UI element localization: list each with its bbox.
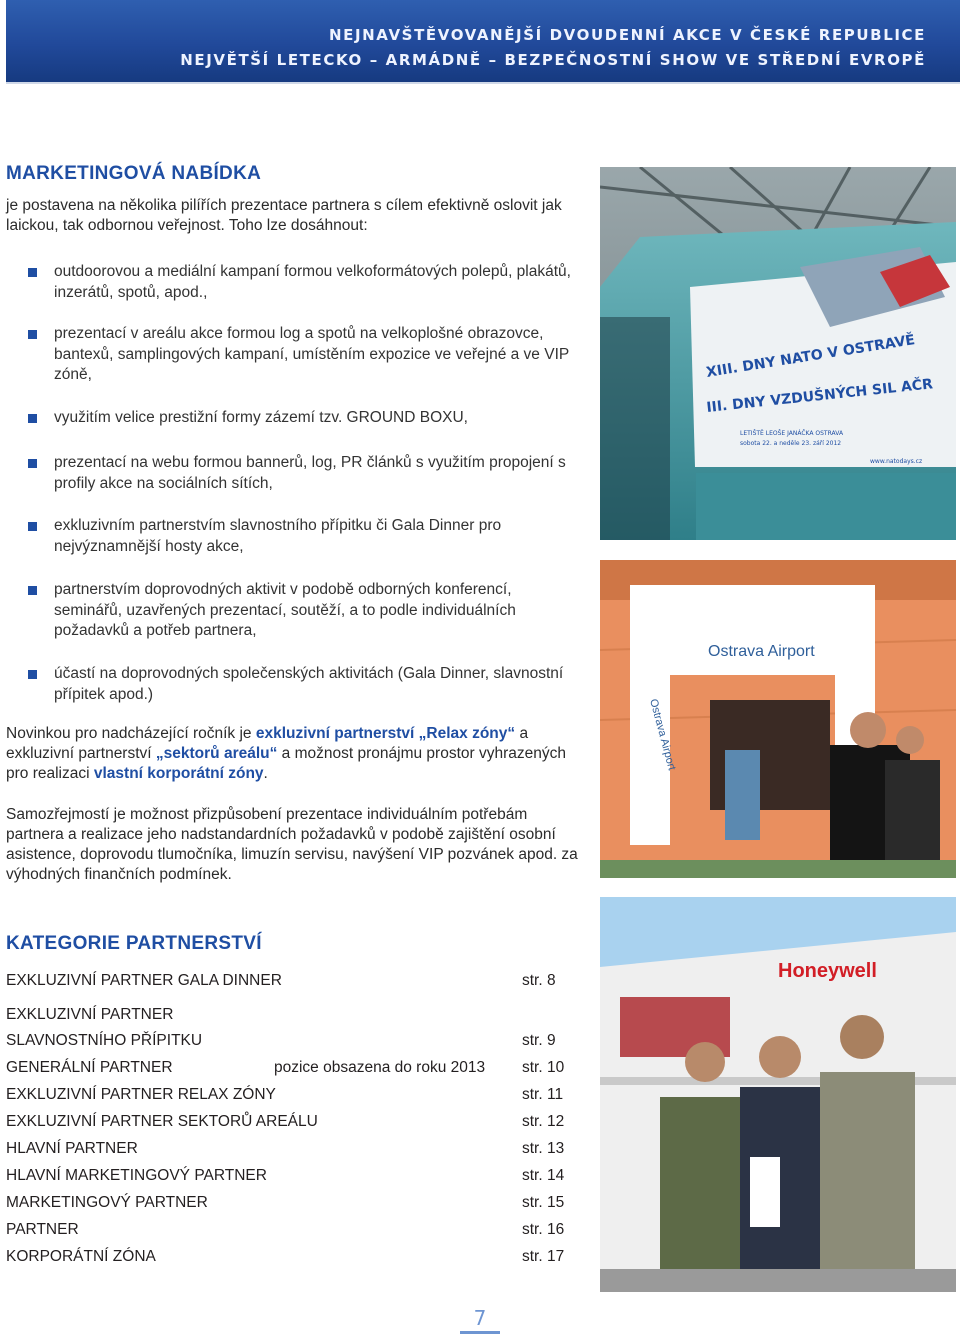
custom-paragraph: Samozřejmostí je možnost přizpůsobení prezentace individuálním potřebám partnera a realizace jeho nadstandardních požadavků v podobě zajištění osobní asistence, doprovodu tlumočníka, limuzín servisu, navýšení VIP pozvánek apod. za výhodných finančních podmínek. (6, 806, 578, 883)
category-label: GENERÁLNÍ PARTNER (6, 1059, 173, 1076)
bullet-square-icon (28, 522, 37, 531)
category-page: str. 15 (522, 1194, 565, 1211)
category-note: pozice obsazena do roku 2013 (274, 1059, 486, 1076)
category-label: MARKETINGOVÝ PARTNER (6, 1194, 208, 1211)
bullet-square-icon (28, 268, 37, 277)
bullet-text: účastí na doprovodných společenských aktivitách (Gala Dinner, slavnostní přípitek apod.) (54, 665, 564, 703)
photo-caption-line: sobota 22. a neděle 23. září 2012 (740, 440, 842, 447)
header-line-2: NEJVĚTŠÍ LETECKO – ARMÁDNĚ – BEZPEČNOSTNÍ SHOW VE STŘEDNÍ EVROPĚ (180, 51, 926, 69)
news-text: a exkluzivní partnerství (6, 725, 529, 762)
news-paragraph (6, 724, 581, 784)
photo-honeywell-stand (600, 897, 956, 1292)
news-text: . (263, 765, 268, 782)
bullet-text: využitím velice prestižní formy zázemí tzv. GROUND BOXU, (54, 409, 468, 426)
news-text: a možnost pronájmu prostor vyhrazených pro realizaci (6, 745, 566, 782)
marketing-title: MARKETINGOVÁ NABÍDKA (6, 163, 262, 184)
honeywell-logo: Honeywell (778, 960, 877, 982)
news-highlight: exkluzivní partnerství „Relax zóny“ (255, 725, 516, 742)
category-page: str. 8 (522, 972, 556, 989)
page-number: 7 (473, 1306, 487, 1330)
bullet-square-icon (28, 330, 37, 339)
bullet-text: prezentací na webu formou bannerů, log, PR článků s využitím propojení s profily akce na sociálních sítích, (54, 454, 566, 492)
category-label: EXKLUZIVNÍ PARTNER RELAX ZÓNY (6, 1086, 276, 1103)
photo-nato-banner (600, 167, 956, 540)
category-page: str. 13 (522, 1140, 565, 1157)
category-label: EXKLUZIVNÍ PARTNER (6, 1006, 174, 1023)
photo-airport-arch (600, 560, 956, 878)
category-label: PARTNER (6, 1221, 79, 1238)
header-line-1: NEJNAVŠTĚVOVANĚJŠÍ DVOUDENNÍ AKCE V ČESKÉ REPUBLICE (328, 26, 926, 44)
category-page: str. 12 (522, 1113, 565, 1130)
category-page: str. 9 (522, 1032, 556, 1049)
photo-caption-line: III. DNY VZDUŠNÝCH SIL AČR (705, 376, 934, 416)
header-banner (6, 0, 960, 84)
bullet-square-icon (28, 459, 37, 468)
bullet-text: partnerstvím doprovodných aktivit v podobě odborných konferencí, seminářů, uzavřených prezentací, soutěží, a to podle individuálních požadavků a potřeb partnera, (54, 581, 516, 639)
bullet-text: exkluzivním partnerstvím slavnostního přípitku či Gala Dinner pro nejvýznamnější hosty akce, (54, 517, 502, 555)
category-page: str. 11 (522, 1086, 564, 1103)
photo-airport-arch-image (600, 560, 956, 878)
bullet-text: outdoorovou a mediální kampaní formou velkoformátových polepů, plakátů, inzerátů, spotů, apod., (54, 263, 571, 301)
photo-sign-text: Ostrava Airport (708, 643, 815, 660)
category-label: HLAVNÍ PARTNER (6, 1140, 138, 1157)
category-label: HLAVNÍ MARKETINGOVÝ PARTNER (6, 1167, 267, 1184)
page-number-rule (460, 1331, 500, 1334)
news-highlight: „sektorů areálu“ (155, 745, 278, 762)
photo-caption-line: XIII. DNY NATO V OSTRAVĚ (705, 332, 917, 381)
photo-sign-text: Ostrava Airport (647, 697, 678, 772)
news-highlight: vlastní korporátní zóny (93, 765, 264, 782)
category-page: str. 16 (522, 1221, 565, 1238)
photo-caption-line: LETIŠTĚ LEOŠE JANÁČKA OSTRAVA (740, 430, 844, 437)
photo-honeywell-image (600, 897, 956, 1292)
bullet-square-icon (28, 586, 37, 595)
bullet-square-icon (28, 414, 37, 423)
category-label: EXKLUZIVNÍ PARTNER SEKTORŮ AREÁLU (6, 1113, 318, 1130)
category-label: EXKLUZIVNÍ PARTNER GALA DINNER (6, 972, 282, 989)
category-page: str. 10 (522, 1059, 565, 1076)
marketing-intro: je postavena na několika pilířích prezentace partnera s cílem efektivně oslovit jak laickou, tak odbornou veřejnost. Toho lze dosáhnout: (6, 197, 562, 234)
category-label: SLAVNOSTNÍHO PŘÍPITKU (6, 1032, 203, 1049)
photo-nato-banner-image (600, 167, 956, 540)
category-page: str. 17 (522, 1248, 565, 1265)
category-label: KORPORÁTNÍ ZÓNA (6, 1248, 156, 1265)
bullet-text: prezentací v areálu akce formou log a spotů na velkoplošné obrazovce, bantexů, samplingových kampaní, umístěním expozice ve veřejné a ve VIP zóně, (54, 325, 569, 383)
category-page: str. 14 (522, 1167, 565, 1184)
bullet-square-icon (28, 670, 37, 679)
categories-title: KATEGORIE PARTNERSTVÍ (6, 933, 262, 954)
news-text: Novinkou pro nadcházející ročník je (6, 725, 256, 742)
photo-caption-line: www.natodays.cz (870, 458, 923, 465)
